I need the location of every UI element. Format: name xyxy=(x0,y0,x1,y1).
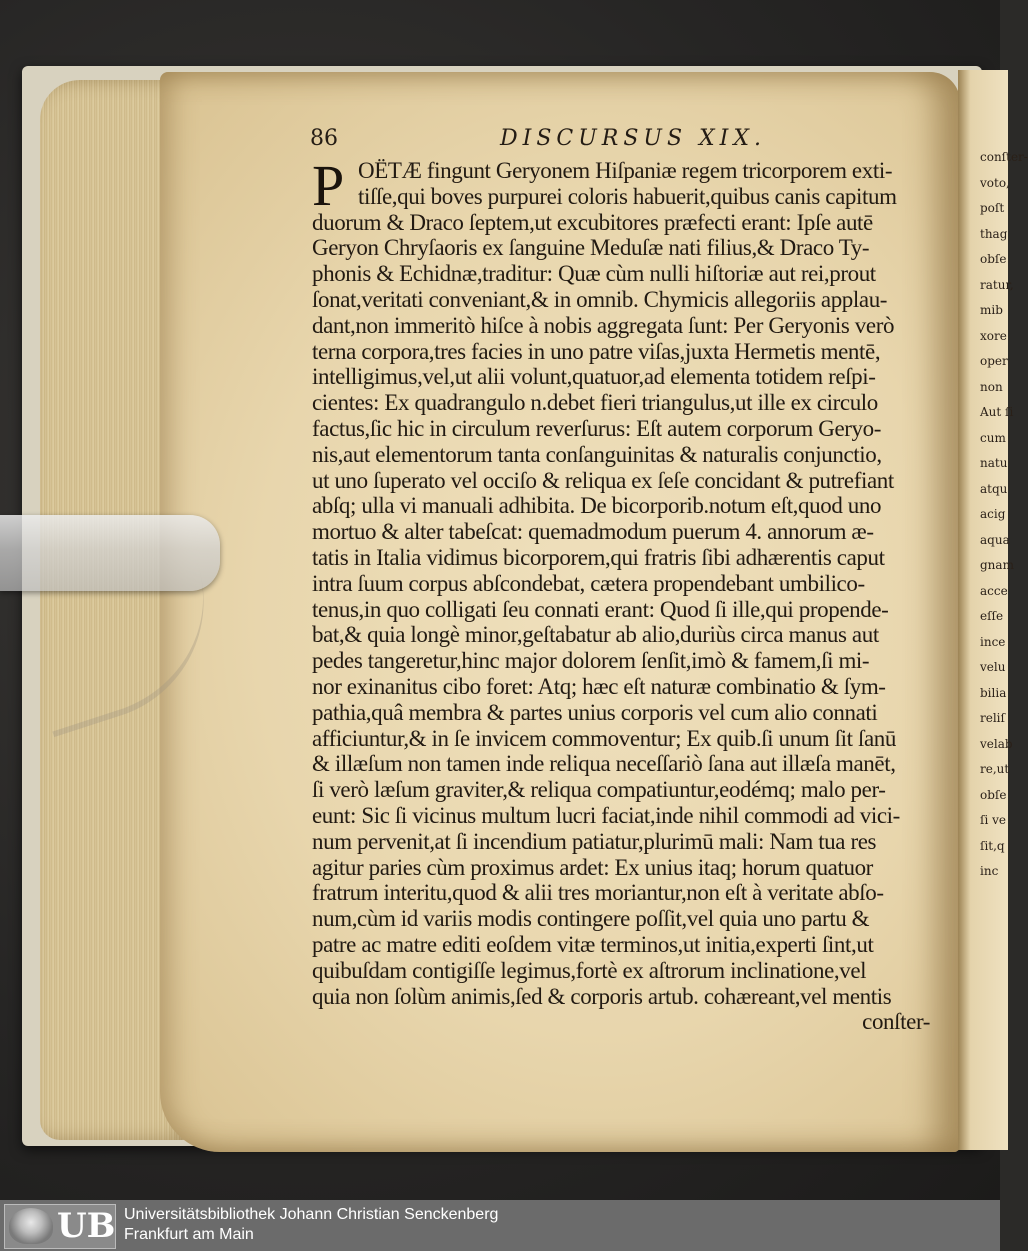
library-logo[interactable] xyxy=(4,1204,116,1249)
text-line: agitur paries cùm proximus ardet: Ex unius itaq; horum quatuor xyxy=(312,854,873,880)
facing-page-fragment: obſe xyxy=(980,252,1007,266)
facing-page-fragment: acig xyxy=(980,507,1006,521)
text-line: ſonat,veritati conveniant,& in omnib. Chymicis allegoriis applau- xyxy=(312,286,888,312)
facing-page-fragment: xore xyxy=(980,328,1007,343)
text-line: OËTÆ fingunt Geryonem Hiſpaniæ regem tricorporem exti- xyxy=(358,158,893,183)
text-line: num pervenit,at ſi incendium patiatur,plurimū mali: Nam tua res xyxy=(312,828,877,854)
facing-page-fragment: aqua xyxy=(980,532,1010,547)
facing-page-fragment: ſit,q xyxy=(980,838,1005,853)
text-line: terna corpora,tres facies in uno patre viſas,juxta Hermetis mentē, xyxy=(312,338,881,364)
library-name-line1: Universitätsbibliothek Johann Christian Senckenberg xyxy=(124,1206,499,1223)
text-line: intelligimus,vel,ut alii volunt,quatuor,ad elementa totidem reſpi- xyxy=(312,364,876,390)
footer-bar xyxy=(0,1200,1000,1251)
text-line: phonis & Echidnæ,traditur: Quæ cùm nulli hiſtoriæ aut rei,prout xyxy=(312,261,876,287)
text-line: afficiuntur,& in ſe invicem commoventur; Ex quib.ſi unum ſit ſanū xyxy=(312,725,896,751)
text-line: duorum & Draco ſeptem,ut excubitores præfecti erant: Ipſe autē xyxy=(312,209,873,235)
text-line: num,cùm id variis modis contingere poſſit,vel quia uno partu & xyxy=(312,906,870,932)
facing-page-fragment: inc xyxy=(980,864,999,878)
facing-page-fragment: non xyxy=(980,379,1003,394)
text-line: abſq; ulla vi manuali adhibita. De bicorporib.notum eſt,quod uno xyxy=(312,493,882,519)
portrait-icon xyxy=(9,1208,53,1244)
facing-page-fragment: atqu xyxy=(980,481,1008,496)
library-name-line2: Frankfurt am Main xyxy=(124,1226,254,1243)
text-line: pedes tangeretur,hinc major dolorem ſenſit,imò & famem,ſi mi- xyxy=(312,648,870,674)
text-line: Geryon Chryſaoris ex ſanguine Meduſæ nati filius,& Draco Ty- xyxy=(312,235,870,261)
facing-page-fragment: mib xyxy=(980,303,1003,317)
facing-page-fragment: ſi ve xyxy=(980,813,1006,827)
text-line: pathia,quâ membra & partes unius corporis vel cum alio connati xyxy=(312,699,878,725)
text-line: tiſſe,qui boves purpurei coloris habuerit,quibus canis capitum xyxy=(358,183,897,209)
logo-letters: UB xyxy=(57,1206,116,1246)
text-line: cientes: Ex quadrangulo n.debet fieri triangulus,ut ille ex circulo xyxy=(312,390,878,416)
facing-page-fragment: velab xyxy=(980,736,1013,751)
facing-page-fragment: gnam xyxy=(980,558,1014,572)
facing-page-fragment: thag xyxy=(980,226,1008,241)
text-line: nor exinanitus cibo foret: Atq; hæc eſt naturæ combinatio & ſym- xyxy=(312,673,886,699)
text-line: ſi verò læſum graviter,& reliqua compatiuntur,eodémq; malo per- xyxy=(312,777,886,803)
facing-page-fragment: reliſ xyxy=(980,711,1005,725)
text-line: ut uno ſuperato vel occiſo & reliqua ex ſeſe concidant & putrefiant xyxy=(312,467,894,493)
facing-page-fragment: eſſe xyxy=(980,609,1004,623)
text-line: eunt: Sic ſi vicinus multum lucri faciat,inde nihil commodi ad vici- xyxy=(312,802,900,828)
text-line: quia non ſolùm animis,ſed & corporis artub. cohæreant,vel mentis xyxy=(312,983,892,1009)
text-line: factus,ſic hic in circulum reverſurus: Eſt autem corporum Geryo- xyxy=(312,415,881,441)
body-text xyxy=(312,153,932,1035)
text-line: intra ſuum corpus abſcondebat, cætera propendebant umbilico- xyxy=(312,570,865,596)
facing-page-fragment: acce xyxy=(980,583,1008,598)
facing-page-fragment: poſt xyxy=(980,201,1005,215)
catchword: conſter- xyxy=(862,1009,930,1035)
text-line: quibuſdam contigiſſe legimus,fortè ex aſtrorum inclinatione,vel xyxy=(312,957,867,983)
text-line: mortuo & alter tabeſcat: quemadmodum puerum 4. annorum æ- xyxy=(312,519,874,545)
glass-ruler xyxy=(0,515,220,591)
facing-page xyxy=(958,70,1028,1150)
facing-page-fragment: conſter- xyxy=(980,150,1028,164)
facing-page-fragment: obſe xyxy=(980,787,1007,802)
facing-page-fragment: ratur, xyxy=(980,277,1014,292)
text-line: & illæſum non tamen inde reliqua neceſſariò ſana aut illæſa manēt, xyxy=(312,751,896,777)
text-line: nis,aut elementorum tanta conſanguinitas & naturalis conjunctio, xyxy=(312,441,882,467)
facing-page-fragment: Aut ſi xyxy=(980,405,1014,419)
facing-page-fragment: velu xyxy=(980,660,1006,674)
running-head xyxy=(310,118,830,158)
running-title: DISCURSUS XIX. xyxy=(500,126,767,151)
drop-cap: P xyxy=(312,153,345,218)
text-line: bat,& quia longè minor,geſtabatur ab alio,duriùs circa manus aut xyxy=(312,622,879,648)
library-name xyxy=(124,1205,498,1245)
text-line: tenus,in quo colligati ſeu connati erant: Quod ſi ille,qui propende- xyxy=(312,596,889,622)
page-number: 86 xyxy=(310,126,338,151)
facing-page-fragment: ince xyxy=(980,634,1006,649)
facing-page-fragment: re,ut xyxy=(980,762,1010,776)
facing-page-fragment: natu xyxy=(980,456,1008,470)
facing-page-fragment: oper xyxy=(980,354,1008,368)
text-line: patre ac matre editi eoſdem vitæ terminos,ut initia,experti ſint,ut xyxy=(312,931,874,957)
facing-page-fragment: bilia xyxy=(980,685,1007,700)
facing-page-fragment: voto, xyxy=(980,175,1010,190)
facing-page-fragment: cum xyxy=(980,430,1006,445)
text-line: fratrum interitu,quod & alii tres moriantur,non eſt à veritate abſo- xyxy=(312,880,884,906)
text-line: dant,non immeritò hiſce à nobis aggregata ſunt: Per Geryonis verò xyxy=(312,312,895,338)
text-line: tatis in Italia vidimus bicorporem,qui fratris ſibi adhærentis caput xyxy=(312,544,885,570)
